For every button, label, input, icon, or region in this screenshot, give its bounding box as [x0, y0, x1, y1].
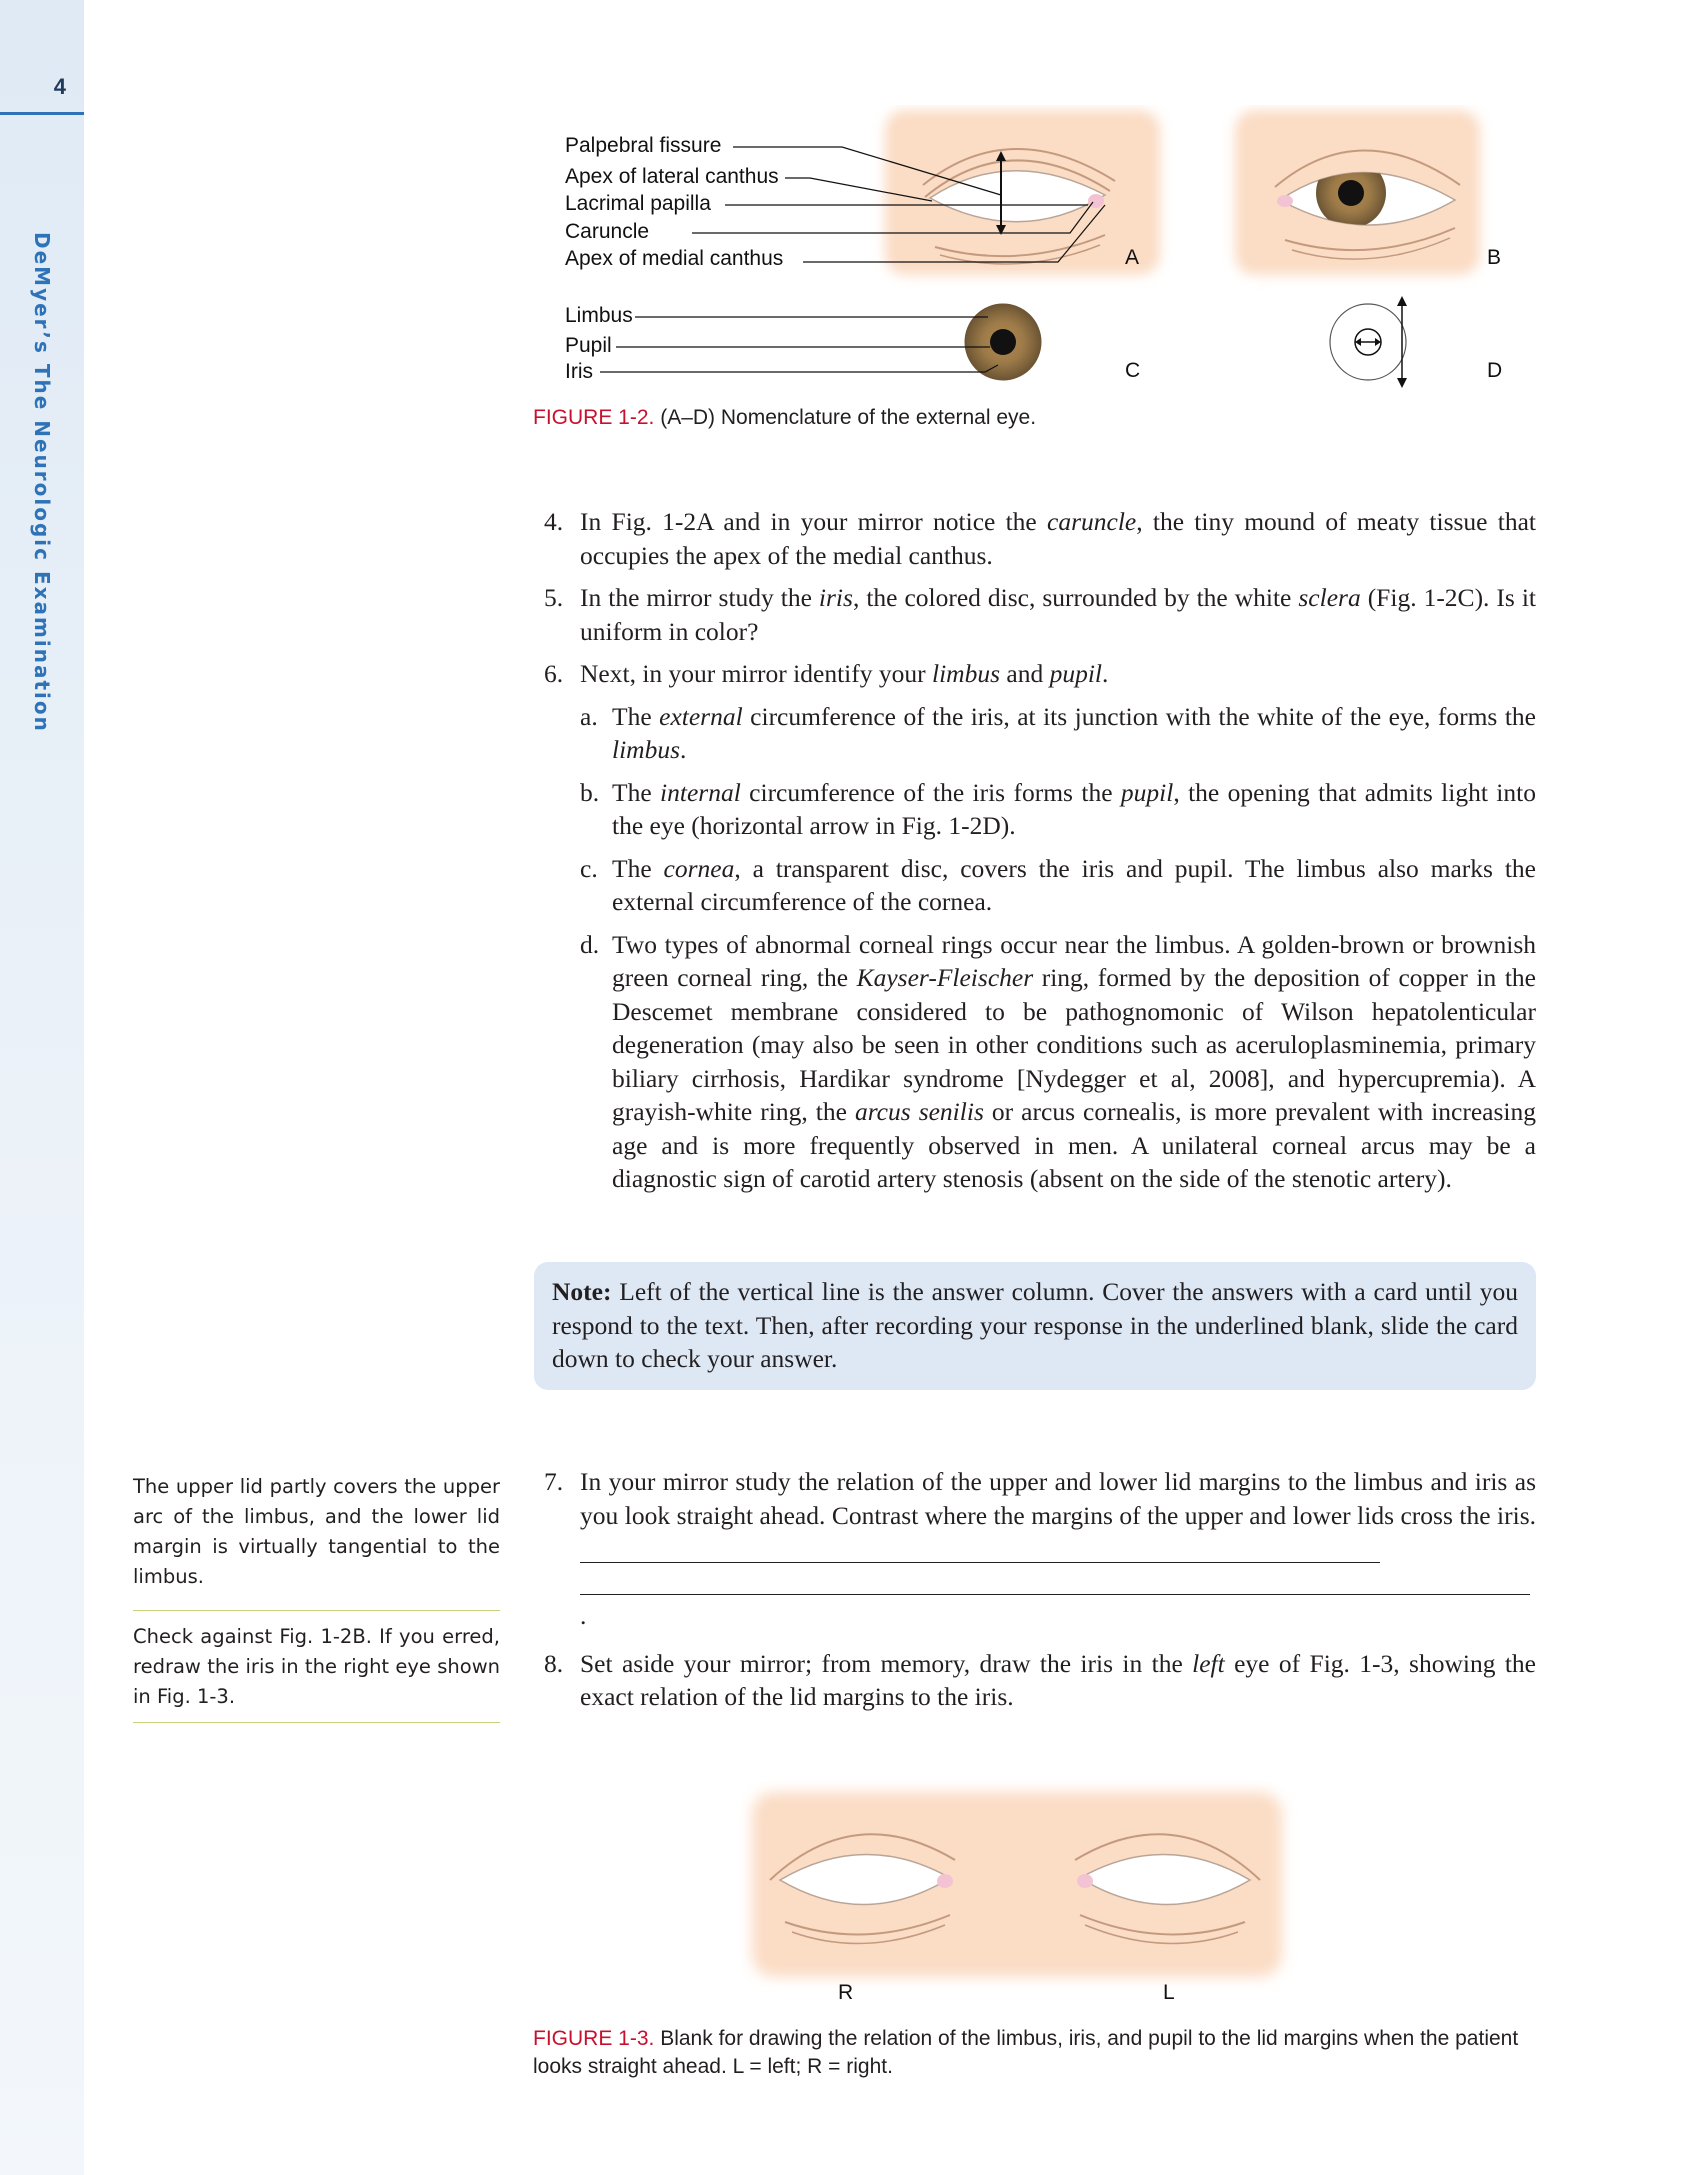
sub-a-italic-1: external — [659, 701, 743, 731]
list-item-4 — [544, 505, 1536, 572]
item-6-italic-1: limbus — [931, 659, 1000, 688]
sub-b-italic-1: internal — [660, 777, 741, 807]
answer-rule-7 — [133, 1610, 500, 1611]
item-4-italic: caruncle — [1047, 507, 1137, 536]
sub-b-italic-2: pupil — [1120, 777, 1174, 807]
page-number: 4 — [53, 74, 66, 99]
frame-8-italic: left — [1192, 1648, 1225, 1678]
note-box — [534, 1262, 1536, 1390]
body-text-block — [544, 505, 1536, 1205]
panel-letter-c: C — [1125, 359, 1141, 382]
sub-b-text-3: , the opening that admits light into the eye (horizontal arrow in Fig. 1-2D). — [612, 777, 1536, 840]
page-number-rule — [0, 112, 84, 115]
frame-7-text: In your mirror study the relation of the upper and lower lid margins to the limbus and iris as you look straight ahead. Contrast where the margins of the upper and lower lids cross the iris. — [580, 1467, 1536, 1530]
sub-item-letter: b. — [580, 777, 600, 807]
running-head: DeMyer’s The Neurologic Examination — [30, 232, 54, 733]
item-5-italic-1: iris — [818, 583, 853, 612]
item-4-text-1: In Fig. 1-2A and in your mirror notice the — [580, 507, 1048, 536]
figure-1-3-caption — [533, 2025, 1538, 2081]
sub-b-text-1: The — [612, 777, 661, 807]
figure-1-3-art — [740, 1780, 1300, 2000]
frame-8-text-1: Set aside your mirror; from memory, draw the iris in the — [580, 1648, 1193, 1678]
item-6-text-2: and — [1000, 659, 1050, 688]
answer-rule-8 — [133, 1722, 500, 1723]
frame-number: 8. — [544, 1648, 564, 1678]
item-6-text-3: . — [1102, 659, 1109, 688]
panel-letter-a: A — [1125, 246, 1140, 269]
item-number: 6. — [544, 659, 564, 688]
label-palpebral-fissure: Palpebral fissure — [565, 134, 722, 157]
sub-item-letter: a. — [580, 701, 598, 731]
panel-c-leaders — [600, 317, 998, 372]
sub-item-d — [544, 928, 1536, 1196]
note-label: Note: — [552, 1277, 612, 1306]
answer-7: The upper lid partly covers the upper arc of the limbus, and the lower lid margin is virtually tangential to the limbus. — [133, 1475, 500, 1588]
item-5-text-2: , the colored disc, surrounded by the white — [852, 583, 1299, 612]
item-5-text-3: (Fig. 1-2C). Is it uniform in color? — [580, 583, 1537, 646]
sub-c-text-2: , a transparent disc, covers the iris and pupil. The limbus also marks the external circumference of the cornea. — [612, 853, 1536, 916]
figure-1-2-caption-text: (A–D) Nomenclature of the external eye. — [660, 406, 1037, 429]
frame-number: 7. — [544, 1467, 564, 1496]
frame-7-end: . — [580, 1601, 587, 1630]
figure-1-3-label: FIGURE 1-3. — [533, 2027, 655, 2050]
label-iris: Iris — [565, 360, 593, 383]
sub-item-letter: d. — [580, 929, 600, 959]
panel-d-diagram — [1330, 296, 1407, 388]
sub-d-text-3: or arcus cornealis, is more prevalent with increasing age and is more frequently observed in men. A unilateral corneal arcus may be a diagnostic sign of carotid artery stenosis (absent on the side of the stenotic artery). — [612, 1097, 1537, 1193]
answer-blank-line-2[interactable] — [580, 1568, 1530, 1595]
sub-c-text-1: The — [612, 853, 664, 883]
label-apex-medial-canthus: Apex of medial canthus — [565, 247, 784, 270]
frame-8-text-2: eye of Fig. 1-3, showing the exact relation of the lid margins to the iris. — [580, 1648, 1537, 1711]
item-6-text-1: Next, in your mirror identify your — [580, 659, 932, 688]
panel-c-iris — [965, 304, 1041, 380]
item-6-italic-2: pupil — [1049, 659, 1102, 688]
eye-letter-right: R — [838, 1981, 854, 2004]
label-apex-lateral-canthus: Apex of lateral canthus — [565, 165, 779, 188]
sub-d-text-2: ring, formed by the deposition of copper in the Descemet membrane considered to be pathognomonic of Wilson hepatolenticular degeneration (may also be seen in other conditions such as aceruloplasminemia, primary biliary cirrhosis, Hardikar syndrome [Nydegger et al, 2008], and hypercupremia). A grayish-white ring, the — [612, 963, 1537, 1126]
frame-7-blank-row — [544, 1566, 1536, 1633]
frame-7 — [544, 1465, 1536, 1566]
label-limbus: Limbus — [565, 304, 633, 327]
sub-b-text-2: circumference of the iris forms the — [740, 777, 1121, 807]
sub-c-italic: cornea — [663, 853, 735, 883]
sub-item-letter: c. — [580, 853, 598, 883]
item-number: 4. — [544, 507, 564, 536]
list-item-5 — [544, 581, 1536, 648]
sub-d-text-1: Two types of abnormal corneal rings occur near the limbus. A golden-brown or brownish green corneal ring, the — [612, 929, 1536, 992]
note-text: Left of the vertical line is the answer column. Cover the answers with a card until you respond to the text. Then, after recording your response in the underlined blank, slide the card down to check your answer. — [552, 1277, 1518, 1373]
sub-item-c — [544, 852, 1536, 919]
eye-letter-left: L — [1163, 1981, 1175, 2004]
frame-8 — [544, 1647, 1536, 1714]
item-number: 5. — [544, 583, 564, 612]
figure-1-2-label: FIGURE 1-2. — [533, 406, 655, 429]
label-lacrimal-papilla: Lacrimal papilla — [565, 192, 711, 215]
item-5-italic-2: sclera — [1298, 583, 1361, 612]
item-5-text-1: In the mirror study the — [580, 583, 819, 612]
frames-block — [544, 1465, 1536, 1723]
sub-d-italic-1: Kayser-Fleischer — [856, 963, 1034, 992]
panel-letter-b: B — [1487, 246, 1502, 269]
label-caruncle: Caruncle — [565, 220, 650, 243]
panel-letter-d: D — [1487, 359, 1503, 382]
sub-a-text-3: . — [680, 735, 687, 764]
sub-d-italic-2: arcus senilis — [854, 1097, 984, 1126]
figure-1-2-caption — [533, 404, 1533, 432]
item-4-text-2: , the tiny mound of meaty tissue that occupies the apex of the medial canthus. — [580, 507, 1536, 570]
answer-blank-line-1[interactable] — [580, 1538, 1380, 1563]
figure-1-3-caption-text: Blank for drawing the relation of the limbus, iris, and pupil to the lid margins when the patient looks straight ahead. L = left; R = right. — [533, 2027, 1519, 2078]
sub-item-b — [544, 776, 1536, 843]
answer-8: Check against Fig. 1-2B. If you erred, redraw the iris in the right eye shown in Fig. 1-3. — [133, 1625, 500, 1708]
sub-a-text-1: The — [612, 701, 660, 731]
sub-a-text-2: circumference of the iris, at its junction with the white of the eye, forms the — [742, 701, 1536, 731]
sub-item-a — [544, 700, 1536, 767]
label-pupil: Pupil — [565, 334, 612, 357]
list-item-6 — [544, 657, 1536, 691]
sub-a-italic-2: limbus — [612, 735, 681, 764]
